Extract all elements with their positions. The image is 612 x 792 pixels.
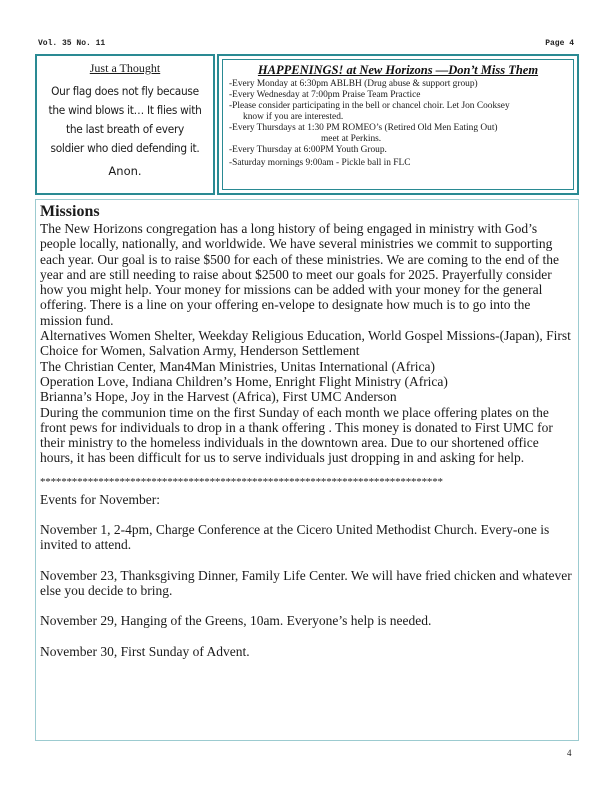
asterisk-divider: **************************************************************************** (40, 475, 443, 488)
happenings-item-line: -Every Thursdays at 1:30 PM ROMEO’s (Retired Old Men Eating Out) (229, 123, 498, 133)
happenings-item-line: know if you are interested. (243, 112, 344, 122)
happenings-item: -Every Wednesday at 7:00pm Praise Team Practice (229, 90, 421, 100)
event-item: November 30, First Sunday of Advent. (40, 643, 250, 659)
events-heading: Events for November: (40, 491, 160, 507)
ministry-line: The Christian Center, Man4Man Ministries, Unitas International (Africa) (40, 358, 435, 374)
thought-quote: Our flag does not fly because the wind blows it… It flies with the last breath of every soldier who died defending it. (48, 84, 202, 155)
event-item: November 23, Thanksgiving Dinner, Family Life Center. We will have fried chicken and whatever else you decide to bring. (40, 567, 572, 598)
missions-intro: The New Horizons congregation has a long history of being engaged in ministry with God’s people locally, nationally, and worldwide. We have several ministries we commit to supporting each year. Our goal is to raise $500 for each of these ministries. We are coming to the end of the year and are still needing to raise about $2500 to meet our goals for 2025. Prayerfully consider how you might help. Your money for missions can be added with your money for the general offering. There is a line on your offering en-velope to designate how much is to go into the mission fund. (40, 221, 559, 328)
happenings-item (229, 123, 567, 145)
page-label: Page 4 (545, 39, 574, 48)
event-item: November 29, Hanging of the Greens, 10am. Everyone’s help is needed. (40, 613, 432, 629)
happenings-item: -Every Thursday at 6:00PM Youth Group. (229, 145, 387, 155)
thought-author: Anon. (108, 164, 142, 178)
event-item: November 1, 2-4pm, Charge Conference at the Cicero United Methodist Church. Every-one is invited to attend. (40, 522, 550, 553)
happenings-item: -Saturday mornings 9:00am - Pickle ball in FLC (229, 158, 411, 168)
thought-box (35, 54, 215, 195)
happenings-box (217, 54, 579, 195)
ministry-line: Operation Love, Indiana Children’s Home, Enright Flight Ministry (Africa) (40, 373, 448, 389)
footer-page-number: 4 (567, 748, 572, 758)
thought-title: Just a Thought (89, 61, 161, 75)
happenings-item-line: meet at Perkins. (321, 134, 382, 144)
happenings-item-line: -Please consider participating in the bell or chancel choir. Let Jon Cooksey (229, 101, 510, 111)
happenings-item: -Every Monday at 6:30pm ABLBH (Drug abuse & support group) (229, 79, 478, 89)
ministry-line: Alternatives Women Shelter, Weekday Religious Education, World Gospel Missions-(Japan), First Choice for Women, Salvation Army, Henderson Settlement (40, 328, 571, 359)
communion-paragraph: During the communion time on the first Sunday of each month we place offering plates on the front pews for individuals to drop in a thank offering . This money is donated to First UMC for their ministry to the homeless individuals in the downtown area. Due to our shortened office hours, it has been difficult for us to serve individuals just dropping in and asking for help. (40, 404, 553, 466)
ministry-line: Brianna’s Hope, Joy in the Harvest (Africa), First UMC Anderson (40, 389, 397, 405)
happenings-title: HAPPENINGS! at New Horizons —Don’t Miss Them (257, 63, 539, 77)
missions-heading: Missions (40, 203, 100, 220)
missions-section (35, 199, 579, 741)
volume-label: Vol. 35 No. 11 (38, 39, 106, 48)
happenings-item (229, 101, 567, 123)
